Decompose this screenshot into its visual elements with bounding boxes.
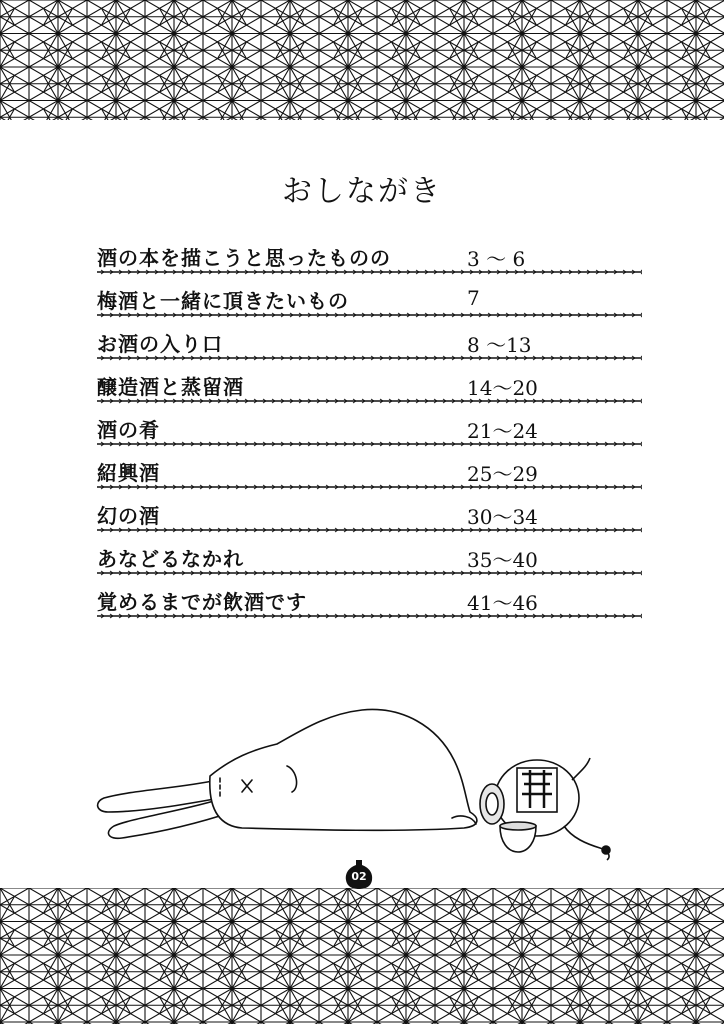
toc-pages: 14～20 bbox=[467, 376, 538, 400]
toc-row bbox=[97, 533, 642, 576]
toc-pages: 7 bbox=[467, 286, 480, 310]
toc-pages: 3 ～ 6 bbox=[467, 247, 526, 271]
toc-label: 酒の肴 bbox=[97, 418, 160, 442]
toc-label: 覚めるまでが飲酒です bbox=[97, 590, 307, 614]
toc-label: 梅酒と一緒に頂きたいもの bbox=[97, 289, 349, 313]
asanoha-pattern-bottom bbox=[0, 888, 724, 1024]
toc-row bbox=[97, 576, 642, 619]
table-of-contents bbox=[97, 232, 642, 619]
toc-pages: 30～34 bbox=[467, 505, 538, 529]
toc-pages: 25～29 bbox=[467, 462, 538, 486]
page-number-badge bbox=[343, 858, 375, 890]
toc-row bbox=[97, 318, 642, 361]
toc-pages: 35～40 bbox=[467, 548, 538, 572]
toc-divider bbox=[97, 613, 642, 619]
toc-label: お酒の入り口 bbox=[97, 332, 223, 356]
toc-pages: 8 ～13 bbox=[467, 333, 532, 357]
rabbit-illustration bbox=[92, 700, 632, 874]
toc-label: 醸造酒と蒸留酒 bbox=[97, 375, 244, 399]
asanoha-pattern-top bbox=[0, 0, 724, 120]
page-number: 02 bbox=[351, 870, 367, 883]
toc-label: 幻の酒 bbox=[97, 504, 160, 528]
toc-row bbox=[97, 490, 642, 533]
toc-label: 紹興酒 bbox=[97, 461, 160, 485]
toc-label: あなどるなかれ bbox=[97, 547, 244, 571]
toc-label: 酒の本を描こうと思ったものの bbox=[97, 246, 391, 270]
toc-row bbox=[97, 275, 642, 318]
toc-pages: 41～46 bbox=[467, 591, 538, 615]
toc-row bbox=[97, 361, 642, 404]
page-title: おしながき bbox=[282, 174, 442, 209]
toc-row bbox=[97, 404, 642, 447]
toc-pages: 21～24 bbox=[467, 419, 538, 443]
toc-row bbox=[97, 232, 642, 275]
toc-row bbox=[97, 447, 642, 490]
